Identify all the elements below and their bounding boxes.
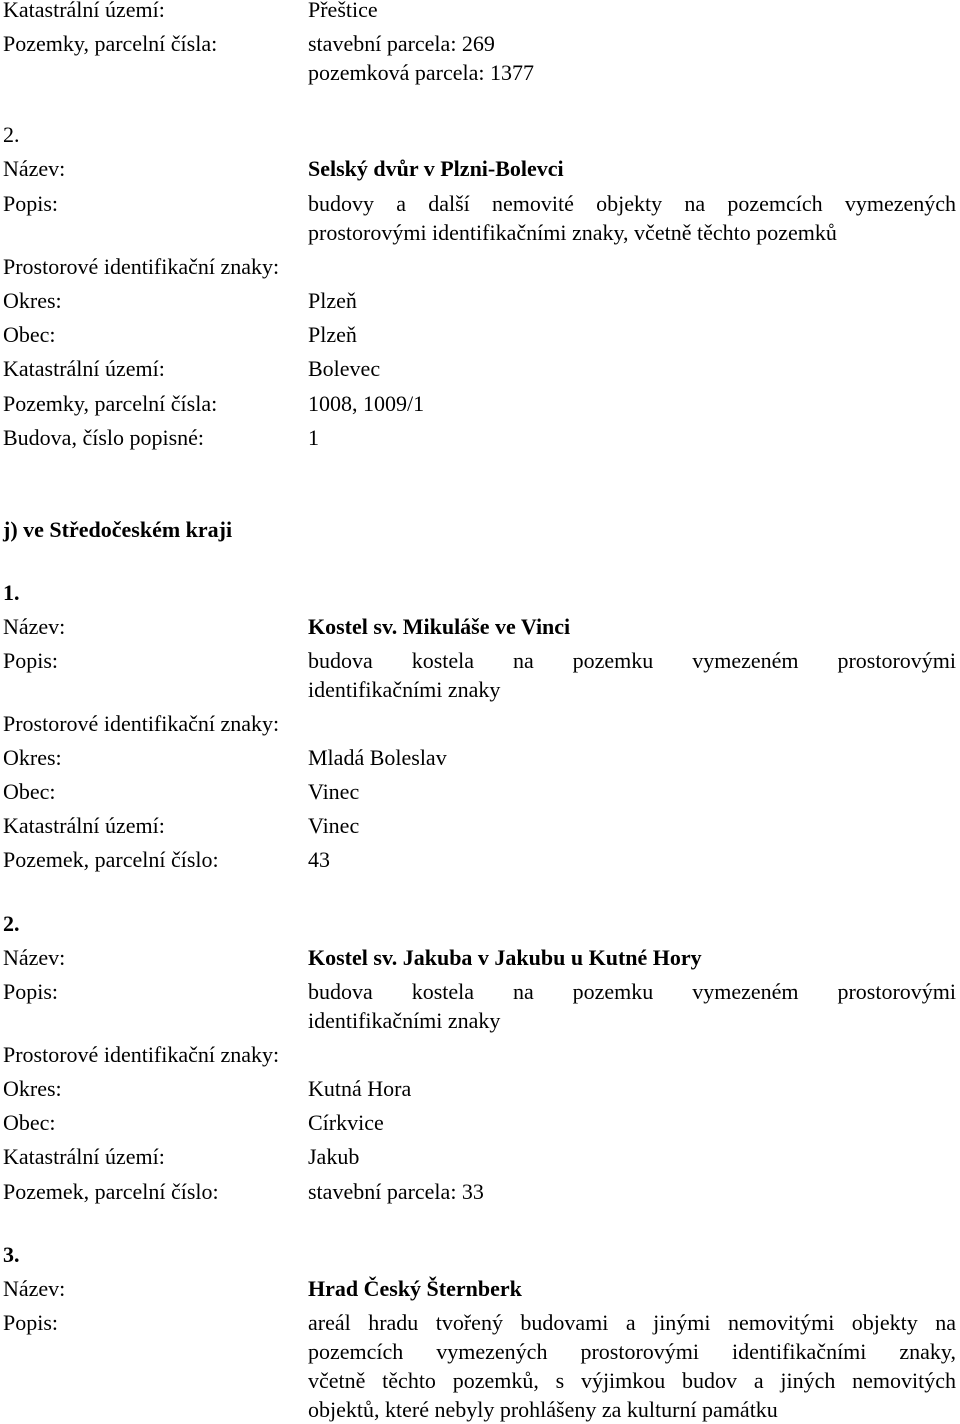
value-obec: Plzeň [308, 322, 357, 347]
entry-description-line: identifikačními znaky [308, 677, 501, 702]
value-katastralni-uzemi: Bolevec [308, 356, 381, 381]
entry-number: 3. [3, 1242, 20, 1267]
section-heading: j) ve Středočeském kraji [3, 517, 233, 542]
entry-title: Hrad Český Šternberk [308, 1276, 522, 1301]
label-nazev: Název: [3, 614, 66, 639]
entry-description-line: objektů, které nebyly prohlášeny za kulturní památku [308, 1397, 778, 1422]
label-katastralni-uzemi: Katastrální území: [3, 1144, 165, 1169]
value-obec: Církvice [308, 1110, 384, 1135]
value-budova: 1 [308, 425, 319, 450]
label-katastralni-uzemi: Katastrální území: [3, 356, 165, 381]
label-pozemek: Pozemek, parcelní číslo: [3, 1179, 219, 1204]
label-nazev: Název: [3, 1276, 66, 1301]
value-okres: Kutná Hora [308, 1076, 412, 1101]
value-pozemky: 1008, 1009/1 [308, 391, 425, 416]
entry-title: Selský dvůr v Plzni-Bolevci [308, 156, 564, 181]
label-popis: Popis: [3, 1310, 59, 1335]
entry-number: 1. [3, 580, 20, 605]
label-katastralni-uzemi: Katastrální území: [3, 813, 165, 838]
entry-description-line: budova kostela na pozemku vymezeném prostorovými [308, 648, 956, 673]
label-okres: Okres: [3, 288, 62, 313]
entry-description-line: pozemcích vymezených prostorovými identifikačními znaky, [308, 1339, 956, 1364]
label-okres: Okres: [3, 1076, 62, 1101]
label-katastralni-uzemi: Katastrální území: [3, 0, 165, 22]
label-budova: Budova, číslo popisné: [3, 425, 205, 450]
value-pozemek: stavební parcela: 33 [308, 1179, 484, 1204]
entry-description-line: včetně těchto pozemků, s výjimkou budov a jiných nemovitých [308, 1368, 956, 1393]
entry-description-line: prostorovými identifikačními znaky, včetně těchto pozemků [308, 220, 837, 245]
label-prostorove-znaky: Prostorové identifikační znaky: [3, 711, 280, 736]
label-obec: Obec: [3, 779, 56, 804]
entry-description-line: budovy a další nemovité objekty na pozemcích vymezených [308, 191, 956, 216]
entry-number: 2. [3, 122, 20, 147]
label-pozemek: Pozemek, parcelní číslo: [3, 847, 219, 872]
entry-description-line: areál hradu tvořený budovami a jinými nemovitými objekty na [308, 1310, 956, 1335]
label-nazev: Název: [3, 945, 66, 970]
value-pozemek: 43 [308, 847, 330, 872]
label-prostorove-znaky: Prostorové identifikační znaky: [3, 1042, 280, 1067]
value-katastralni-uzemi: Přeštice [308, 0, 378, 22]
label-obec: Obec: [3, 322, 56, 347]
label-obec: Obec: [3, 1110, 56, 1135]
value-okres: Mladá Boleslav [308, 745, 447, 770]
entry-title: Kostel sv. Jakuba v Jakubu u Kutné Hory [308, 945, 702, 970]
entry-description-line: identifikačními znaky [308, 1008, 501, 1033]
value-pozemky-1: stavební parcela: 269 [308, 31, 495, 56]
entry-description-line: budova kostela na pozemku vymezeném prostorovými [308, 979, 956, 1004]
value-pozemky-2: pozemková parcela: 1377 [308, 60, 535, 85]
label-nazev: Název: [3, 156, 66, 181]
label-popis: Popis: [3, 979, 59, 1004]
entry-number: 2. [3, 911, 20, 936]
value-katastralni-uzemi: Vinec [308, 813, 360, 838]
value-obec: Vinec [308, 779, 360, 804]
label-okres: Okres: [3, 745, 62, 770]
entry-title: Kostel sv. Mikuláše ve Vinci [308, 614, 571, 639]
label-popis: Popis: [3, 191, 59, 216]
label-popis: Popis: [3, 648, 59, 673]
label-pozemky: Pozemky, parcelní čísla: [3, 31, 218, 56]
label-pozemky: Pozemky, parcelní čísla: [3, 391, 218, 416]
value-katastralni-uzemi: Jakub [308, 1144, 360, 1169]
label-prostorove-znaky: Prostorové identifikační znaky: [3, 254, 280, 279]
value-okres: Plzeň [308, 288, 357, 313]
